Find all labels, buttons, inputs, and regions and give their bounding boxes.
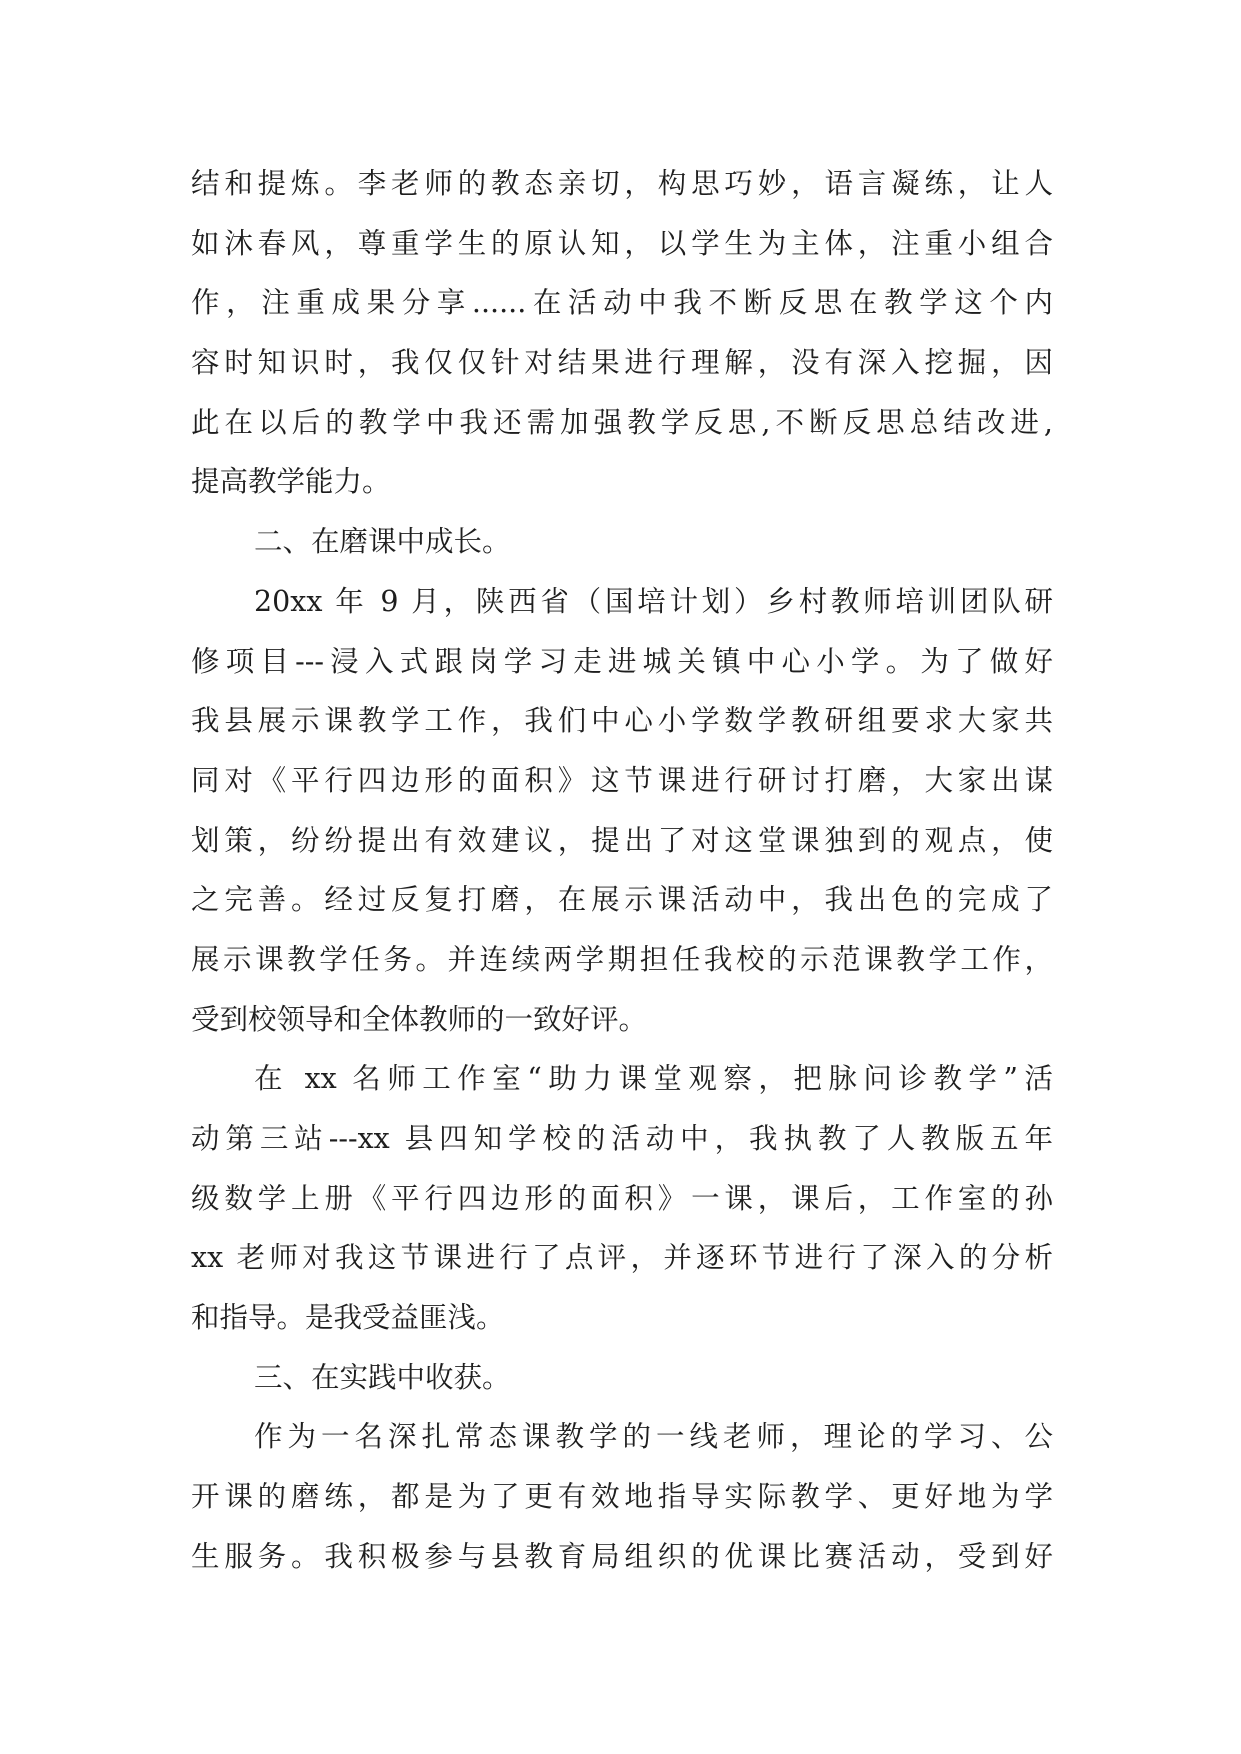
text-line: 和指导。是我受益匪浅。	[191, 1301, 505, 1335]
text-line: 之完善。经过反复打磨，在展示课活动中，我出色的完成了	[191, 883, 1053, 917]
text-line: 作，注重成果分享......在活动中我不断反思在教学这个内	[191, 286, 1053, 320]
text-line: 我县展示课教学工作，我们中心小学数学教研组要求大家共	[191, 704, 1053, 738]
text-line: 生服务。我积极参与县教育局组织的优课比赛活动，受到好	[191, 1539, 1053, 1573]
text-line: 同对《平行四边形的面积》这节课进行研讨打磨，大家出谋	[191, 763, 1053, 797]
text-line: 开课的磨练，都是为了更有效地指导实际教学、更好地为学	[191, 1480, 1053, 1514]
text-line: 20xx 年 9 月，陕西省（国培计划）乡村教师培训团队研	[254, 584, 1053, 618]
text-line: 容时知识时，我仅仅针对结果进行理解，没有深入挖掘，因	[191, 346, 1053, 380]
text-line: 展示课教学任务。并连续两学期担任我校的示范课教学工作，	[191, 942, 1053, 976]
document-body	[191, 154, 1053, 1587]
text-line: 级数学上册《平行四边形的面积》一课，课后，工作室的孙	[191, 1181, 1053, 1215]
text-line: 如沐春风，尊重学生的原认知，以学生为主体，注重小组合	[191, 226, 1053, 260]
text-line: xx 老师对我这节课进行了点评，并逐环节进行了深入的分析	[191, 1241, 1053, 1275]
text-line: 二、在磨课中成长。	[254, 525, 511, 559]
text-line: 动第三站---xx 县四知学校的活动中，我执教了人教版五年	[191, 1122, 1053, 1155]
text-line: 受到校领导和全体教师的一致好评。	[191, 1002, 648, 1036]
text-line: 结和提炼。李老师的教态亲切，构思巧妙，语言凝练，让人	[191, 167, 1053, 200]
text-line: 提高教学能力。	[191, 465, 391, 499]
text-line: 作为一名深扎常态课教学的一线老师，理论的学习、公	[254, 1420, 1053, 1454]
text-line: 在 xx 名师工作室“助力课堂观察，把脉问诊教学”活	[254, 1062, 1053, 1096]
text-line: 三、在实践中收获。	[254, 1360, 511, 1394]
text-line: 此在以后的教学中我还需加强教学反思,不断反思总结改进,	[191, 405, 1053, 439]
text-line: 修项目---浸入式跟岗学习走进城关镇中心小学。为了做好	[191, 644, 1053, 678]
text-line: 划策，纷纷提出有效建议，提出了对这堂课独到的观点，使	[191, 823, 1053, 857]
